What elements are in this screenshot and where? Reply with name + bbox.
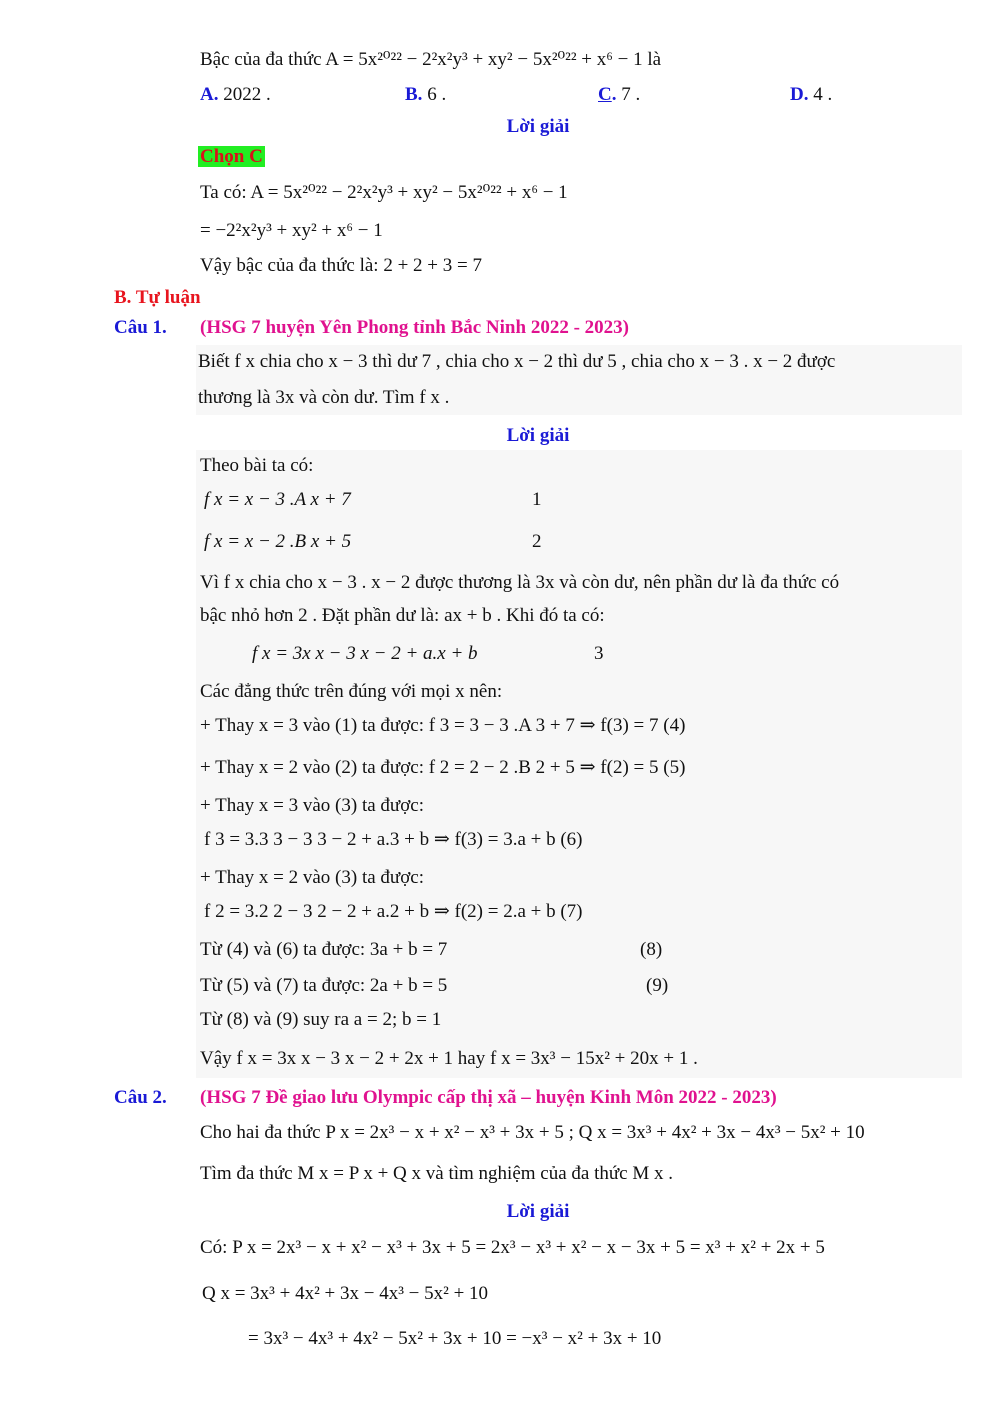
chosen-answer <box>198 145 265 169</box>
q2-source: (HSG 7 Đề giao lưu Olympic cấp thị xã – huyện Kinh Môn 2022 - 2023) <box>200 1087 777 1108</box>
q2-co-line: Có: P x = 2x³ − x + x² − x³ + 3x + 5 = 2x³ − x³ + x² − x − 3x + 5 = x³ + x² + 2x + 5 <box>200 1237 825 1258</box>
q2-body-line-2: Tìm đa thức M x = P x + Q x và tìm nghiệm của đa thức M x . <box>200 1163 673 1184</box>
option-a <box>200 83 271 107</box>
option-d-value: 4 . <box>813 84 833 105</box>
option-c-value: 7 . <box>621 84 641 105</box>
intro-stem: Bậc của đa thức A = 5x²⁰²² − 2²x²y³ + xy² − 5x²⁰²² + x⁶ − 1 là <box>200 49 662 70</box>
option-b-letter: B. <box>405 84 423 105</box>
q1-tu-2: Từ (5) và (7) ta được: 2a + b = 5 <box>200 975 448 996</box>
q1-conclusion: Vậy f x = 3x x − 3 x − 2 + 2x + 1 hay f x = 3x³ − 15x² + 20x + 1 . <box>200 1048 698 1069</box>
option-a-letter: A. <box>200 84 219 105</box>
q1-tu-3: Từ (8) và (9) suy ra a = 2; b = 1 <box>200 1009 442 1030</box>
q1-tu-1: Từ (4) và (6) ta được: 3a + b = 7 <box>200 939 448 960</box>
q1-thay-2: + Thay x = 2 vào (2) ta được: f 2 = 2 − 2 .B 2 + 5 ⇒ f(2) = 5 (5) <box>200 757 686 778</box>
q1-vi-line-2: bậc nhỏ hơn 2 . Đặt phần dư là: ax + b . Khi đó ta có: <box>200 605 605 626</box>
q1-thay-4: + Thay x = 2 vào (3) ta được: <box>200 867 424 888</box>
option-c-letter-suffix: . <box>611 84 617 105</box>
q1-tu-2-number: (9) <box>646 975 669 996</box>
q1-body-line-2: thương là 3x và còn dư. Tìm f x . <box>198 387 450 408</box>
q1-body-line-1: Biết f x chia cho x − 3 thì dư 7 , chia cho x − 2 thì dư 5 , chia cho x − 3 . x − 2 được <box>198 351 836 372</box>
intro-solution-line-3: Vậy bậc của đa thức là: 2 + 2 + 3 = 7 <box>200 255 482 276</box>
q1-thay-3: + Thay x = 3 vào (3) ta được: <box>200 795 424 816</box>
option-b <box>405 83 446 107</box>
option-c <box>598 83 640 107</box>
q1-eq2-number: 2 <box>532 531 542 552</box>
q2-q-line-1: Q x = 3x³ + 4x² + 3x − 4x³ − 5x² + 10 <box>202 1283 489 1304</box>
intro-solution-title: Lời giải <box>506 116 570 137</box>
option-c-letter: C <box>598 84 612 105</box>
q1-dang-thuc: Các đẳng thức trên đúng với mọi x nên: <box>200 681 503 702</box>
q1-theo-bai: Theo bài ta có: <box>200 455 314 476</box>
q1-thay-1: + Thay x = 3 vào (1) ta được: f 3 = 3 − 3 .A 3 + 7 ⇒ f(3) = 7 (4) <box>200 715 686 736</box>
q1-solution-title: Lời giải <box>506 425 570 446</box>
q1-eq2: f x = x − 2 .B x + 5 <box>204 531 352 552</box>
q1-source: (HSG 7 huyện Yên Phong tỉnh Bắc Ninh 2022 - 2023) <box>200 317 629 338</box>
option-a-value: 2022 . <box>223 84 271 105</box>
intro-solution-line-1: Ta có: A = 5x²⁰²² − 2²x²y³ + xy² − 5x²⁰²² + x⁶ − 1 <box>200 182 568 203</box>
option-d <box>790 83 832 107</box>
q2-label: Câu 2. <box>114 1087 167 1108</box>
option-b-value: 6 . <box>427 84 447 105</box>
intro-solution-line-2: = −2²x²y³ + xy² + x⁶ − 1 <box>200 220 383 241</box>
q1-vi-line-1: Vì f x chia cho x − 3 . x − 2 được thương là 3x và còn dư, nên phần dư là đa thức có <box>200 572 840 593</box>
q2-q-line-2: = 3x³ − 4x³ + 4x² − 5x² + 3x + 10 = −x³ − x² + 3x + 10 <box>248 1328 662 1349</box>
q1-eq1-number: 1 <box>532 489 542 510</box>
q1-thay-3-eq: f 3 = 3.3 3 − 3 3 − 2 + a.3 + b ⇒ f(3) = 3.a + b (6) <box>204 829 583 850</box>
q1-tu-1-number: (8) <box>640 939 663 960</box>
section-title: B. Tự luận <box>114 287 201 308</box>
chosen-answer-highlight: Chọn C <box>200 146 263 167</box>
q1-label: Câu 1. <box>114 317 167 338</box>
q2-body-line-1: Cho hai đa thức P x = 2x³ − x + x² − x³ + 3x + 5 ; Q x = 3x³ + 4x² + 3x − 4x³ − 5x² + 10 <box>200 1122 865 1143</box>
q1-eq3: f x = 3x x − 3 x − 2 + a.x + b <box>252 643 478 664</box>
q1-eq3-number: 3 <box>594 643 604 664</box>
option-d-letter: D. <box>790 84 809 105</box>
q2-solution-title: Lời giải <box>506 1201 570 1222</box>
q1-thay-4-eq: f 2 = 3.2 2 − 3 2 − 2 + a.2 + b ⇒ f(2) = 2.a + b (7) <box>204 901 583 922</box>
q1-eq1: f x = x − 3 .A x + 7 <box>204 489 351 510</box>
